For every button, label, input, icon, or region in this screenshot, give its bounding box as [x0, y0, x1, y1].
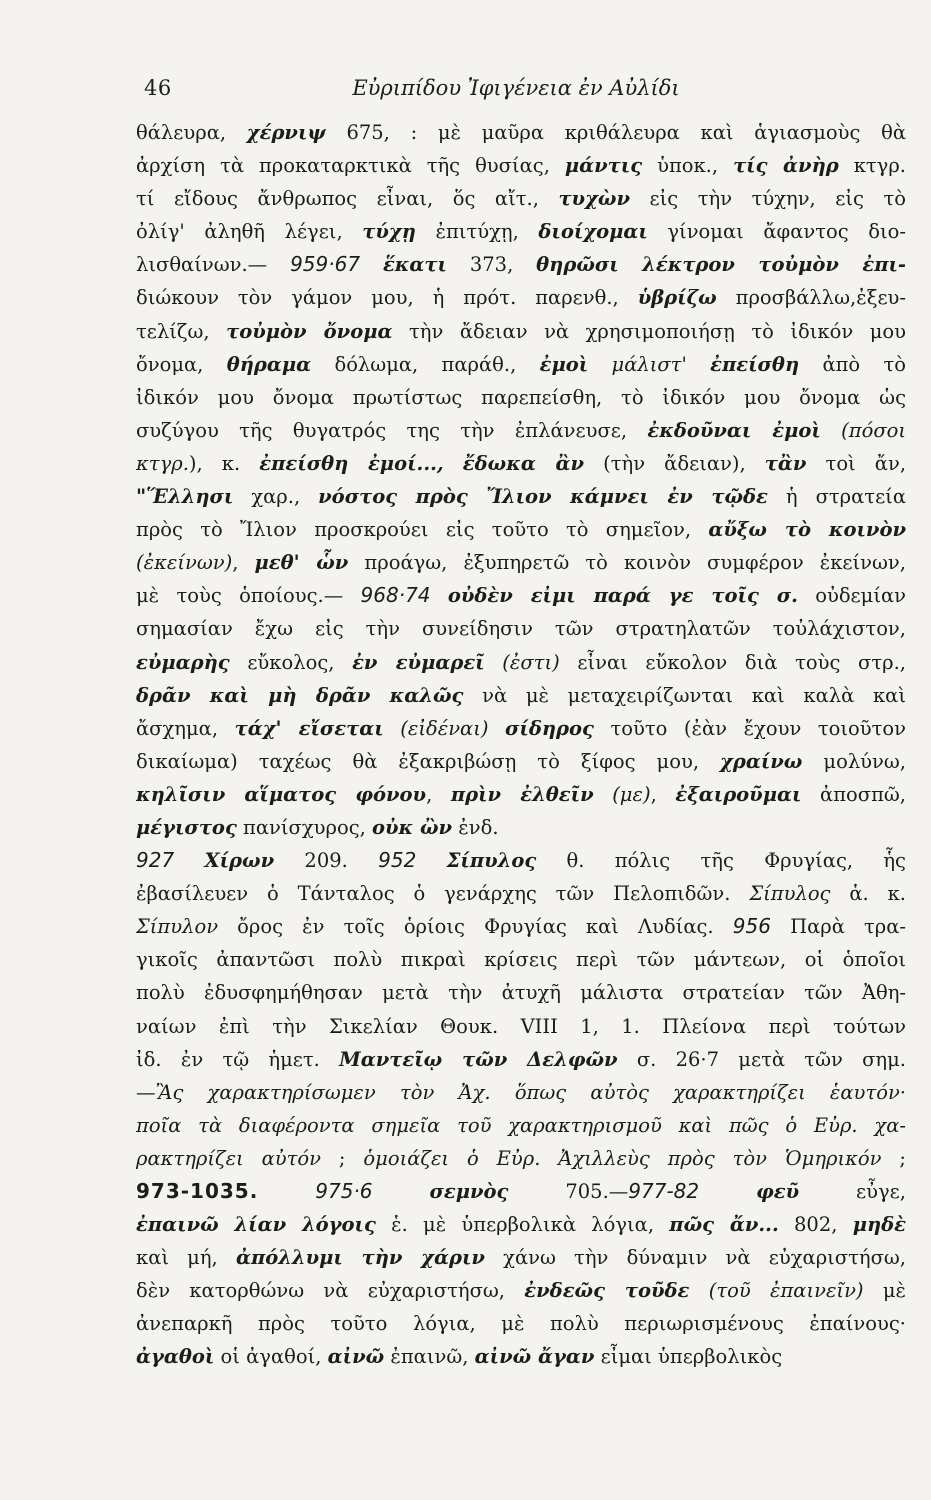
lemma: Χίρων [204, 849, 275, 873]
text-segment: 802, [778, 1213, 853, 1237]
text-segment: τί εἴδους ἄνθρωπος εἶναι, ὅς αἴτ., [136, 187, 559, 211]
text-segment [258, 1180, 315, 1203]
lemma: τύχῃ [362, 220, 416, 244]
text-line [136, 381, 906, 414]
italic-text: Σίπυλος [749, 882, 831, 906]
verse-reference: 975·6 [315, 1179, 373, 1203]
text-segment: ἀνεπαρκῆ πρὸς τοῦτο λόγια, μὲ πολὺ περιωρισμένους ἐπαίνους· [136, 1312, 906, 1336]
text-segment: ; [881, 1146, 906, 1170]
lemma: διοίχομαι [538, 220, 648, 244]
text-line [136, 877, 906, 910]
text-segment: χάνω τὴν δύναμιν νὰ εὐχαριστήσω, [484, 1246, 906, 1270]
text-segment: καὶ μή, [136, 1246, 236, 1270]
text-line [136, 1010, 906, 1043]
italic-text: μάλιστ' [588, 352, 711, 376]
text-line [136, 1241, 906, 1274]
commentary-text [136, 116, 906, 1374]
lemma: οὐκ ὢν [372, 815, 453, 839]
text-line [136, 1208, 906, 1241]
text-segment: θάλευρα, [136, 121, 247, 144]
lemma: μέγιστος [136, 815, 237, 839]
text-segment: δόλωμα, παράθ., [311, 352, 540, 376]
text-line [136, 546, 906, 579]
lemma: πρὶν ἐλθεῖν [450, 782, 594, 806]
text-segment: εὖγε, [799, 1180, 906, 1203]
text-line [136, 480, 906, 513]
text-segment: πανίσχυρος, [236, 815, 373, 839]
lemma: ἐξαιροῦμαι [675, 782, 802, 806]
text-segment: (τὴν ἄδειαν), [584, 451, 765, 475]
text-line [136, 149, 906, 182]
lemma: ἐπείσθη [710, 352, 800, 376]
text-segment: , [650, 782, 676, 806]
running-head [136, 76, 906, 106]
text-line [136, 811, 906, 844]
lemma: νόστος πρὸς Ἴλιον κάμνει ἐν τῷδε [318, 485, 768, 509]
lemma: τἂν [764, 451, 807, 475]
text-segment: ἰδ. ἐν τῷ ἡμετ. [136, 1047, 340, 1071]
text-segment: δικαίωμα) ταχέως θὰ ἐξακριβώσῃ τὸ ξίφος μου, [136, 749, 721, 773]
text-segment: ἀποσπῶ, [801, 782, 906, 806]
text-segment: προσβάλλω,ἐξευ- [716, 286, 906, 310]
text-segment: , [232, 551, 255, 575]
text-line [136, 579, 906, 612]
lemma: τάχ' εἴσεται [234, 716, 384, 740]
text-line [136, 1274, 906, 1307]
verse-reference: 956 [732, 914, 771, 939]
text-segment: κτγρ. [838, 154, 906, 178]
lemma: μάντις [564, 154, 643, 178]
text-segment: διώκουν τὸν γάμον μου, ἡ πρότ. παρενθ., [136, 286, 638, 310]
text-line [136, 1043, 906, 1076]
verse-reference: 968·74 [360, 583, 431, 608]
lemma: ἀπόλλυμι τὴν χάριν [235, 1246, 485, 1270]
italic-text: (τοῦ ἐπαινεῖν) [689, 1279, 864, 1303]
lemma: οὐδὲν εἰμι παρά γε τοῖς σ. [447, 584, 798, 608]
text-line [136, 976, 906, 1009]
text-line [136, 1340, 906, 1373]
lemma: ἐπαινῶ λίαν λόγοις [136, 1213, 376, 1237]
text-segment: ἑ. μὲ ὑπερβολικὰ λόγια, [375, 1213, 670, 1237]
text-segment: 705.— [508, 1180, 629, 1203]
text-segment: λισθαίνων.— [136, 253, 291, 277]
text-line [136, 778, 906, 811]
text-segment: , [426, 782, 451, 806]
text-segment: νὰ μὲ μεταχειρίζωνται καὶ καλὰ καὶ [463, 683, 906, 707]
lemma: Μαντεῖῳ τῶν Δελφῶν [339, 1047, 618, 1071]
text-line [136, 281, 906, 314]
text-segment: ἐβασίλευεν ὁ Τάνταλος ὁ γενάρχης τῶν Πελοπιδῶν. [136, 882, 750, 906]
text-line [136, 844, 906, 877]
lemma: μηδὲ [852, 1213, 906, 1237]
lemma: ἐμοὶ [539, 352, 589, 376]
text-line [136, 248, 906, 281]
text-segment: ἡ στρατεία [767, 485, 906, 509]
verse-reference: 959·67 [290, 252, 361, 277]
italic-text: ποῖα τὰ διαφέροντα σημεῖα τοῦ χαρακτηρισμοῦ καὶ πῶς ὁ Εὐρ. χα- [136, 1113, 906, 1137]
text-line [136, 116, 906, 149]
lemma: σεμνὸς [429, 1180, 509, 1203]
lemma: ἀγαθοὶ [136, 1345, 215, 1369]
text-segment [360, 253, 383, 276]
lemma: ἐν εὐμαρεῖ [352, 650, 485, 674]
lemma: χέρνιψ [246, 121, 326, 144]
text-segment: εἶναι εὔκολον διὰ τοὺς στρ., [559, 650, 906, 674]
text-segment: 209. [274, 849, 379, 873]
lemma: "Ἕλλησι [136, 485, 234, 509]
text-segment: πρὸς τὸ Ἴλιον προσκρούει εἰς τοῦτο τὸ σημεῖον, [136, 518, 709, 542]
text-segment: προάγω, ἐξυπηρετῶ τὸ κοινὸν συμφέρον ἐκείνων, [348, 551, 906, 575]
text-segment: ; [321, 1146, 364, 1170]
lemma: ἔδωκα ἂν [462, 451, 585, 475]
text-line [136, 1307, 906, 1340]
text-segment: — [136, 1080, 156, 1104]
text-segment: ὑποκ., [642, 154, 734, 178]
text-line [136, 679, 906, 712]
text-line [136, 414, 906, 447]
lemma: τυχὼν [558, 187, 631, 211]
text-line [136, 910, 906, 943]
text-line [136, 1142, 906, 1175]
text-segment: μὲ τοὺς ὁποίους.— [136, 584, 361, 608]
text-segment: τὴν ἄδειαν νὰ χρησιμοποιήσῃ τὸ ἰδικόν μου [392, 319, 906, 343]
text-segment: ἰδικόν μου ὄνομα πρωτίστως παρεπείσθη, τὸ ἰδικόν μου ὄνομα ὡς [136, 385, 906, 409]
text-segment: ὄνομα, [136, 352, 227, 376]
text-segment: χαρ., [233, 485, 319, 509]
text-segment: εὔκολος, [229, 650, 353, 674]
text-segment: Παρὰ τρα- [770, 915, 906, 939]
italic-text: (πόσοι [820, 418, 906, 442]
text-segment: τοῦτο (ἐὰν ἔχουν τοιοῦτον [593, 716, 906, 740]
lemma: αἰνῶ ἄγαν [474, 1345, 595, 1369]
text-line [136, 182, 906, 215]
lemma: ἐκδοῦναι ἐμοὶ [647, 418, 821, 442]
italic-text: Σίπυλον [136, 915, 219, 939]
text-segment: ἁ. κ. [830, 882, 906, 906]
text-segment [488, 717, 505, 740]
text-segment: πολὺ ἐδυσφημήθησαν μετὰ τὴν ἀτυχῆ μάλιστα στρατείαν τῶν Ἀθη- [136, 981, 906, 1005]
text-segment: ), κ. [188, 451, 260, 475]
text-segment: συζύγου τῆς θυγατρός της τὴν ἐπλάνευσε, [136, 418, 648, 442]
lemma: κηλῖσιν αἵματος φόνου [136, 782, 427, 806]
italic-text: (εἰδέναι) [383, 716, 489, 740]
verse-reference: 927 [136, 848, 175, 873]
text-segment: ἀπὸ τὸ [799, 352, 906, 376]
text-segment [373, 1180, 430, 1203]
lemma: ἐνδεῶς τοῦδε [524, 1279, 690, 1303]
italic-text: ὁμοιάζει ὁ Εὐρ. Ἀχιλλεὺς πρὸς τὸν Ὁμηρικόν [363, 1146, 882, 1170]
text-line [136, 215, 906, 248]
verse-reference: 977-82 [628, 1179, 700, 1203]
lemma: αἰνῶ [327, 1345, 385, 1369]
lemma: ἐπείσθη ἐμοί..., [259, 451, 444, 475]
text-segment: τελίζω, [136, 319, 227, 343]
text-segment: ὄρος ἐν τοῖς ὁρίοις Φρυγίας καὶ Λυδίας. [218, 915, 733, 939]
text-line [136, 1109, 906, 1142]
text-line [136, 646, 906, 679]
text-segment: 373, [446, 253, 537, 277]
text-line [136, 943, 906, 976]
text-line [136, 348, 906, 381]
lemma: ὑβρίζω [637, 286, 717, 310]
lemma: πῶς ἄν... [669, 1213, 779, 1237]
text-line [136, 1076, 906, 1109]
lemma: αὔξω τὸ κοινὸν [708, 518, 906, 542]
text-segment: γίνομαι ἄφαντος διο- [647, 220, 906, 244]
text-segment [431, 584, 448, 607]
lemma: σίδηρος [505, 716, 594, 740]
text-line [136, 315, 906, 348]
text-segment [444, 452, 463, 475]
running-title: Εὐριπίδου Ἰφιγένεια ἐν Αὐλίδι [352, 76, 680, 100]
lemma: χραίνω [720, 749, 803, 773]
lemma: τίς ἀνὴρ [733, 154, 839, 178]
italic-text: κτγρ. [136, 451, 189, 475]
text-line [136, 712, 906, 745]
text-line [136, 447, 906, 480]
italic-text: (ἐκείνων) [136, 551, 233, 575]
text-segment: εἰς τὴν τύχην, εἰς τὸ [630, 187, 906, 211]
text-segment: ἐπαινῶ, [384, 1345, 475, 1369]
text-segment: σ. 26·7 μετὰ τῶν σημ. [617, 1047, 906, 1071]
text-segment: σημασίαν ἔχω εἰς τὴν συνείδησιν τῶν στρατηλατῶν τοὐλάχιστον, [136, 617, 906, 641]
text-line [136, 1175, 906, 1208]
text-segment: ἐπιτύχῃ, [415, 220, 539, 244]
text-line [136, 513, 906, 546]
text-segment [416, 849, 446, 872]
text-segment: τοὶ ἄν, [806, 451, 906, 475]
text-segment: θ. πόλις τῆς Φρυγίας, ἧς [536, 849, 906, 873]
lemma: εὐμαρὴς [136, 650, 230, 674]
lemma: θήραμα [226, 352, 312, 376]
lemma: Σίπυλος [446, 849, 537, 873]
text-segment: ὀλίγ' ἀληθῆ λέγει, [136, 220, 363, 244]
lemma: θηρῶσι λέκτρον τοὐμὸν ἐπι- [536, 253, 906, 277]
text-segment: ἀρχίση τὰ προκαταρκτικὰ τῆς θυσίας, [136, 154, 565, 178]
text-segment: μὲ [863, 1279, 906, 1303]
text-segment: δὲν κατορθώνω νὰ εὐχαριστήσω, [136, 1279, 525, 1303]
text-segment [174, 849, 204, 872]
text-segment: εἶμαι ὑπερβολικὸς [594, 1345, 783, 1369]
text-line [136, 612, 906, 645]
italic-text: (με) [593, 782, 651, 806]
section-range: 973-1035. [136, 1179, 259, 1203]
lemma: ἕκατι [382, 253, 447, 277]
lemma: τοὐμὸν ὄνομα [226, 319, 393, 343]
text-segment: γικοῖς ἀπαντῶσι πολὺ πικραὶ κρίσεις περὶ τῶν μάντεων, οἱ ὁποῖοι [136, 948, 906, 972]
text-segment [699, 1180, 756, 1203]
text-segment: ἐνδ. [452, 815, 499, 839]
italic-text: (ἐστι) [484, 650, 560, 674]
text-segment: 675, : μὲ μαῦρα κριθάλευρα καὶ ἁγιασμοὺς θὰ [325, 121, 906, 144]
verse-reference: 952 [378, 848, 417, 873]
lemma: μεθ' ὧν [254, 551, 349, 575]
text-segment: οἱ ἀγαθοί, [214, 1345, 328, 1369]
lemma: δρᾶν καὶ μὴ δρᾶν καλῶς [136, 683, 464, 707]
page-number: 46 [144, 76, 172, 100]
text-segment: ἄσχημα, [136, 716, 235, 740]
lemma: φεῦ [756, 1180, 800, 1203]
italic-text: ρακτηρίζει αὐτόν [136, 1146, 322, 1170]
italic-text: Ἂς χαρακτηρίσωμεν τὸν Ἀχ. ὅπως αὐτὸς χαρακτηρίζει ἑαυτόν· [155, 1080, 906, 1104]
text-segment: μολύνω, [802, 749, 906, 773]
text-line [136, 745, 906, 778]
text-segment: ναίων ἐπὶ τὴν Σικελίαν Θουκ. VIII 1, 1. Πλείονα περὶ τούτων [136, 1014, 906, 1038]
text-segment: οὐδεμίαν [797, 584, 906, 608]
